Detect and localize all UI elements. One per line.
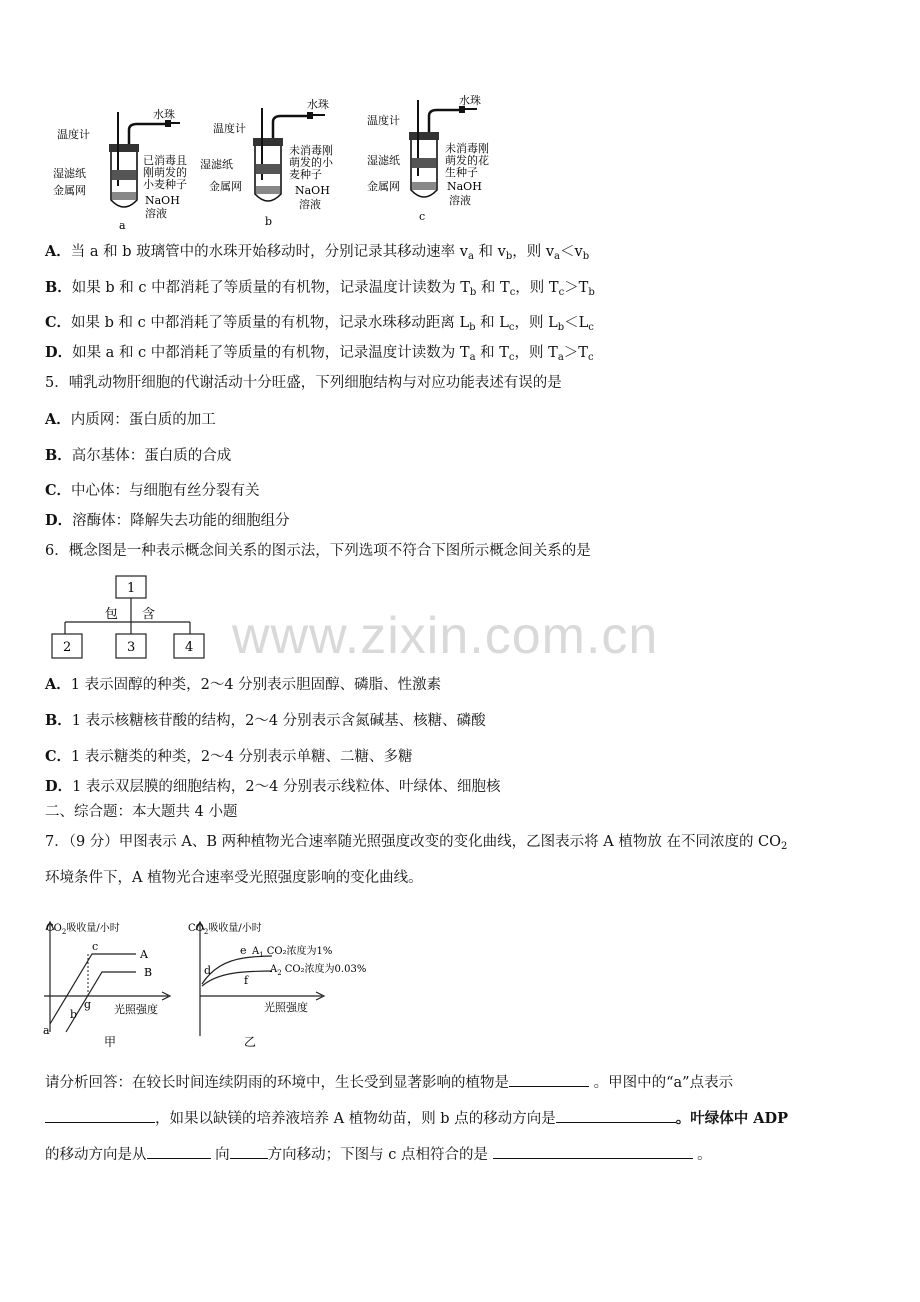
point-g-label: g: [84, 998, 92, 1011]
q5-option-d: D．溶酶体：降解失去功能的细胞组分: [45, 512, 290, 529]
seed-label-b-2: 萌发的小: [289, 156, 333, 169]
water-drop-label-c: 水珠: [459, 94, 481, 107]
seed-label-b-1: 未消毒刚: [289, 144, 333, 157]
q6-option-d: D．1 表示双层膜的细胞结构，2～4 分别表示线粒体、叶绿体、细胞核: [45, 778, 501, 795]
svg-text:CO2吸收量/小时: $CO_2$吸收量/小时: [188, 923, 262, 936]
seed-label-a-2: 刚萌发的: [143, 166, 187, 179]
answer-blank-1[interactable]: [509, 1072, 589, 1087]
q6-option-c: C．1 表示糖类的种类，2～4 分别表示单糖、二糖、多糖: [45, 748, 413, 765]
respiration-apparatus-figure: [45, 92, 505, 232]
label-a1: $A_1$ CO₂浓度为1%: [252, 946, 333, 959]
q7-stem-line2: 环境条件下，A 植物光合速率受光照强度影响的变化曲线。: [45, 870, 423, 886]
q6-option-b: B．1 表示核糖核苷酸的结构，2～4 分别表示含氮碱基、核糖、磷酸: [45, 712, 486, 729]
metal-net-label-a: 金属网: [53, 184, 86, 197]
answer-blank-5[interactable]: [230, 1144, 268, 1159]
concept-diagram: [50, 574, 212, 664]
curve-b-label: B: [144, 966, 153, 979]
naoh-label-c: NaOH: [447, 180, 482, 193]
point-d-label: d: [204, 964, 212, 977]
water-drop-label-a: 水珠: [153, 108, 175, 121]
seed-label-b-3: 麦种子: [289, 168, 322, 181]
concept-label-han: 含: [142, 607, 156, 622]
answer-blank-2[interactable]: [45, 1108, 155, 1123]
concept-node-1: 1: [127, 581, 136, 596]
solution-label-a: 溶液: [145, 207, 167, 220]
seed-label-c-3: 生种子: [445, 166, 478, 179]
wet-paper-label-b: 湿滤纸: [200, 158, 233, 171]
q5-option-c: C．中心体：与细胞有丝分裂有关: [45, 482, 260, 499]
curve-a2: [202, 971, 272, 986]
tube-a-caption: a: [119, 219, 126, 232]
seed-label-a-3: 小麦种子: [143, 178, 187, 191]
q4-option-b: B．如果 b 和 c 中都消耗了等质量的有机物，记录温度计读数为 $T_b$ 和 $T_c$，则 $T_c>T_b$: [45, 279, 595, 298]
wet-paper-label-c: 湿滤纸: [367, 154, 400, 167]
q7-stem-line1: 7．（9 分）甲图表示 A、B 两种植物光合速率随光照强度改变的变化曲线，乙图表示将 A 植物放 在不同浓度的 $CO_2$: [45, 834, 788, 852]
curve-b: [66, 972, 136, 1032]
q7-answer-line1: 请分析回答：在较长时间连续阴雨的环境中，生长受到显著影响的植物是 。甲图中的“a”点表示: [45, 1072, 733, 1093]
point-f-label: f: [244, 974, 249, 987]
thermometer-label-c: 温度计: [367, 114, 400, 127]
concept-node-4: 4: [185, 640, 194, 655]
seed-label-a-1: 已消毒且: [143, 154, 187, 167]
watermark: www.zixin.com.cn: [232, 607, 659, 665]
q5-option-a: A．内质网：蛋白质的加工: [45, 411, 216, 428]
q5-option-b: B．高尔基体：蛋白质的合成: [45, 447, 232, 464]
point-a-label: a: [43, 1024, 50, 1037]
point-e-label: e: [240, 944, 247, 957]
seed-label-c-2: 萌发的花: [445, 154, 489, 167]
xlabel-yi: 光照强度: [264, 1001, 308, 1014]
q5-stem: 5．哺乳动物肝细胞的代谢活动十分旺盛，下列细胞结构与对应功能表述有误的是: [45, 375, 562, 391]
thermometer-label-b: 温度计: [213, 122, 246, 135]
thermometer-label-a: 温度计: [57, 128, 90, 141]
q4-option-a: A．当 a 和 b 玻璃管中的水珠开始移动时，分别记录其移动速率 $v_a$ 和 $v_b$，则 $v_a<v_b$: [45, 243, 590, 262]
q7-answer-line3: 的移动方向是从 向 方向移动；下图与 c 点相符合的是 。: [45, 1144, 712, 1165]
concept-label-bao: 包: [105, 607, 119, 622]
wet-paper-label-a: 湿滤纸: [53, 167, 86, 180]
solution-label-b: 溶液: [299, 198, 321, 211]
naoh-label-a: NaOH: [145, 194, 180, 207]
answer-blank-4[interactable]: [147, 1144, 211, 1159]
q4-option-c: C．如果 b 和 c 中都消耗了等质量的有机物，记录水珠移动距离 $L_b$ 和 $L_c$，则 $L_b<L_c$: [45, 314, 594, 333]
section-2-heading: 二、综合题：本大题共 4 小题: [45, 804, 238, 820]
caption-jia: 甲: [104, 1035, 117, 1049]
naoh-label-b: NaOH: [295, 184, 330, 197]
q6-option-a: A．1 表示固醇的种类，2～4 分别表示胆固醇、磷脂、性激素: [45, 676, 442, 693]
solution-label-c: 溶液: [449, 194, 471, 207]
curve-a-label: A: [140, 948, 148, 961]
graph-jia: [40, 914, 190, 1052]
graph-yi: [186, 914, 396, 1052]
metal-net-label-c: 金属网: [367, 180, 400, 193]
concept-node-3: 3: [127, 640, 136, 655]
apparatus-c: [367, 93, 489, 223]
xlabel-jia: 光照强度: [114, 1003, 158, 1016]
label-a2: $A_2$ CO₂浓度为0.03%: [270, 964, 367, 977]
concept-node-2: 2: [63, 640, 72, 655]
q4-option-d: D．如果 a 和 c 中都消耗了等质量的有机物，记录温度计读数为 $T_a$ 和 $T_c$，则 $T_a>T_c$: [45, 344, 594, 363]
metal-net-label-b: 金属网: [209, 180, 242, 193]
point-b-label: b: [70, 1008, 78, 1021]
answer-blank-3[interactable]: [556, 1108, 676, 1123]
apparatus-b: [200, 97, 334, 228]
tube-c-caption: c: [419, 210, 426, 223]
svg-text:CO2吸收量/小时: $CO_2$吸收量/小时: [46, 923, 120, 936]
water-drop-label-b: 水珠: [307, 98, 329, 111]
seed-label-c-1: 未消毒刚: [445, 142, 489, 155]
caption-yi: 乙: [244, 1035, 257, 1049]
answer-blank-6[interactable]: [493, 1144, 693, 1159]
tube-b-caption: b: [265, 215, 273, 228]
q7-answer-line2: ，如果以缺镁的培养液培养 A 植物幼苗，则 b 点的移动方向是 。叶绿体中 ADP: [45, 1108, 788, 1129]
apparatus-a: [53, 107, 187, 232]
q6-stem: 6．概念图是一种表示概念间关系的图示法，下列选项不符合下图所示概念间关系的是: [45, 543, 591, 559]
point-c-label: c: [92, 940, 99, 953]
